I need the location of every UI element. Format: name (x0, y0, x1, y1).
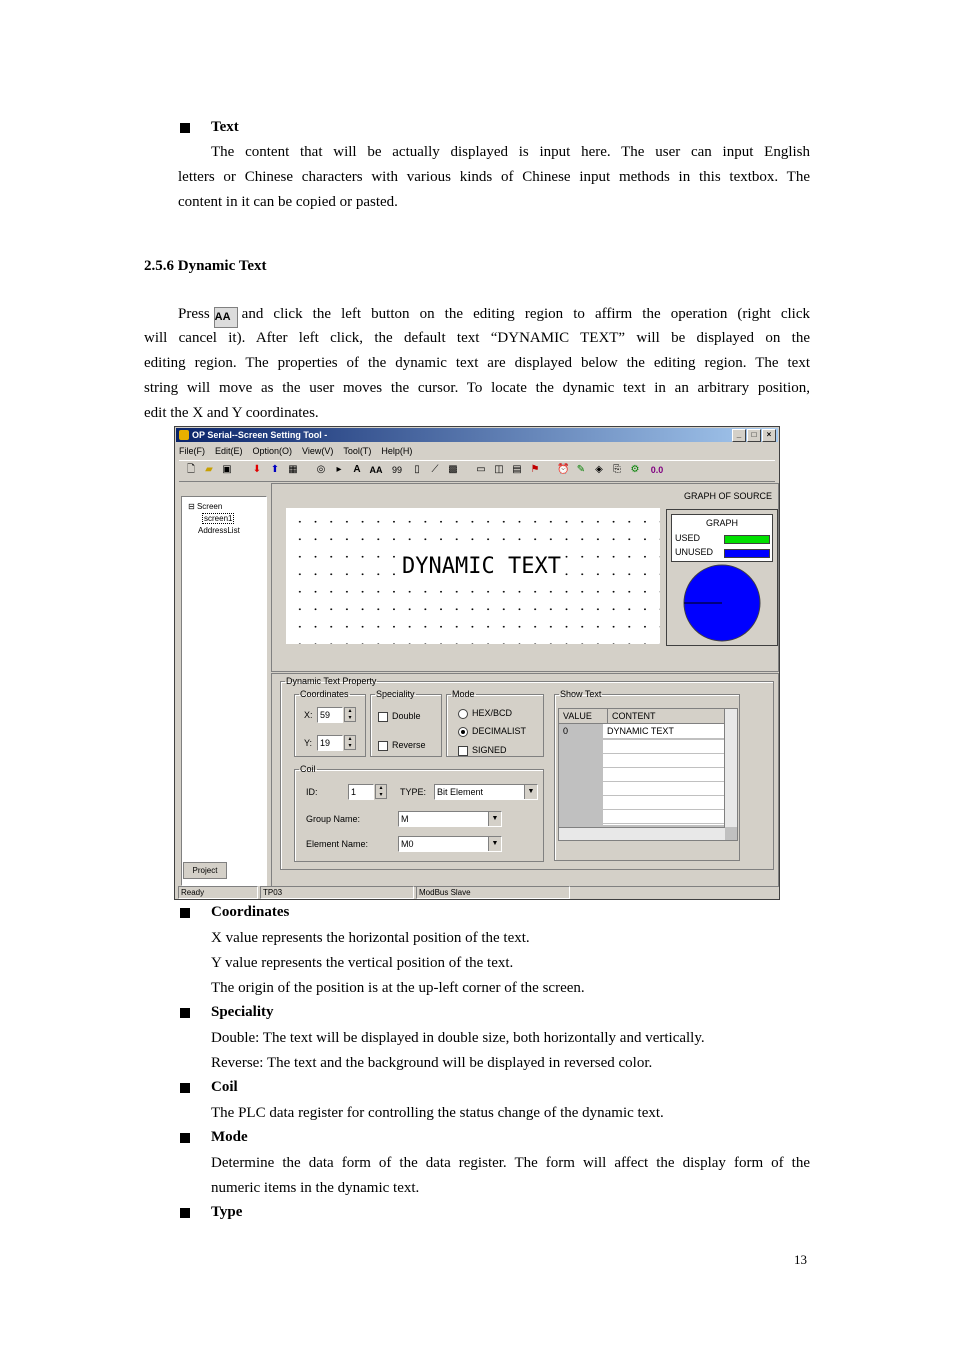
element-name-label: Element Name: (306, 839, 369, 849)
window-icon[interactable]: ◫ (494, 464, 504, 475)
coil-type-label: TYPE: (400, 787, 427, 797)
status-device: TP03 (260, 886, 414, 899)
close-button[interactable]: × (762, 429, 776, 442)
title-bar (176, 428, 778, 442)
menu-file[interactable]: File(F) (179, 446, 205, 456)
x-input[interactable]: 59 (317, 707, 343, 723)
status-protocol: ModBus Slave (416, 886, 570, 899)
rectangle-icon[interactable]: ▭ (476, 464, 486, 475)
intro-line4: string will move as the user moves the cursor. To locate the dynamic text in an arbitrary position, (144, 380, 810, 396)
download-arrow-icon[interactable]: ⬇ (252, 464, 262, 475)
graph-label: GRAPH (706, 518, 739, 528)
mode-line2: numeric items in the dynamic text. (211, 1180, 420, 1196)
copy-icon[interactable]: ⎘ (613, 464, 621, 475)
table-row[interactable] (559, 724, 725, 738)
hex-bcd-radio[interactable] (458, 709, 468, 719)
tree-item-addresslist[interactable] (188, 525, 240, 537)
compile-icon[interactable]: ◈ (595, 464, 603, 475)
coordinates-heading: Coordinates (211, 904, 290, 920)
coil-legend: Coil (300, 764, 316, 774)
tree-root-label: Screen (196, 502, 223, 511)
maximize-button[interactable]: □ (747, 429, 761, 442)
project-tab[interactable]: Project (183, 862, 227, 879)
save-icon[interactable]: ▣ (222, 464, 232, 475)
reverse-label: Reverse (392, 740, 426, 750)
grid-col-content[interactable]: CONTENT (607, 709, 656, 723)
graph-of-source-title: GRAPH OF SOURCE (683, 491, 772, 501)
speciality-legend: Speciality (376, 689, 415, 699)
gear-icon[interactable]: ⚙ (630, 464, 640, 475)
chevron-down-icon[interactable]: ▼ (488, 837, 501, 851)
open-folder-icon[interactable]: ▰ (205, 464, 213, 475)
dynamic-text-property-panel (271, 673, 779, 887)
bar-icon[interactable]: ▯ (414, 464, 420, 475)
zoom-value: 0.0 (650, 465, 664, 475)
y-label: Y: (304, 738, 313, 748)
mode-heading: Mode (211, 1129, 248, 1145)
grid-empty-rows (603, 739, 725, 825)
text-heading: Text (211, 119, 239, 135)
intro-press: Press (178, 306, 210, 322)
group-name-select[interactable] (398, 811, 502, 827)
app-window-screenshot (174, 426, 780, 900)
bullet-square-icon (180, 908, 190, 918)
chevron-down-icon[interactable]: ▼ (524, 785, 537, 799)
chevron-down-icon[interactable]: ▼ (488, 812, 501, 826)
coil-line1: The PLC data register for controlling the status change of the dynamic text. (211, 1105, 664, 1121)
grid-row-value: 0 (563, 726, 569, 736)
property-title: Dynamic Text Property (286, 676, 377, 686)
trend-chart-icon[interactable]: ⟋ (431, 464, 439, 475)
window-title: OP Serial--Screen Setting Tool - (192, 430, 328, 440)
decimalist-label: DECIMALIST (472, 726, 527, 736)
status-bar (176, 886, 776, 898)
intro-line5: edit the X and Y coordinates. (144, 405, 319, 421)
x-spin-button[interactable]: ▴ ▾ (344, 707, 356, 722)
intro-line3: editing region. The properties of the dynamic text are displayed below the editing region. The text (144, 355, 810, 371)
graph-legend (671, 514, 773, 562)
intro-line1 (178, 302, 810, 328)
y-spin-button[interactable]: ▴ ▾ (344, 735, 356, 750)
editing-region (271, 483, 779, 672)
intro-line2: will cancel it). After left click, the default text “DYNAMIC TEXT” will be displayed on the (144, 330, 810, 346)
play-frame-icon[interactable]: ▸ (336, 464, 342, 475)
minimize-button[interactable]: _ (732, 429, 746, 442)
coordinates-legend: Coordinates (300, 689, 349, 699)
collapse-icon[interactable]: ⊟ (188, 502, 195, 511)
bullet-square-icon (180, 123, 190, 133)
menu-tool[interactable]: Tool(T) (343, 446, 372, 456)
menu-bar (179, 444, 412, 458)
menu-option[interactable]: Option(O) (252, 446, 293, 456)
circle-target-icon[interactable]: ◎ (316, 464, 326, 475)
menu-help[interactable]: Help(H) (381, 446, 413, 456)
speciality-line2: Reverse: The text and the background will be displayed in reversed color. (211, 1055, 653, 1071)
app-icon (179, 430, 189, 440)
status-ready: Ready (178, 886, 258, 899)
grid-col-value[interactable]: VALUE (563, 711, 592, 721)
page-number: 13 (794, 1252, 807, 1267)
wrench-icon[interactable]: ✎ (576, 464, 586, 475)
element-name-value: M0 (401, 839, 414, 849)
reverse-checkbox[interactable] (378, 741, 388, 751)
dynamic-text-tool-icon: AA (214, 307, 238, 328)
used-color-swatch (724, 535, 770, 544)
section-heading: 2.5.6 Dynamic Text (144, 258, 267, 274)
graph-of-source-box (666, 509, 778, 646)
element-name-select[interactable] (398, 836, 502, 852)
tree-item-screen1-label: screen1 (204, 514, 233, 523)
decimalist-radio[interactable] (458, 727, 468, 737)
dynamic-text-icon[interactable]: AA (369, 465, 383, 475)
signed-checkbox[interactable] (458, 746, 468, 756)
grid-vertical-scrollbar[interactable] (724, 709, 737, 827)
coordinates-line1: X value represents the horizontal position of the text. (211, 930, 530, 946)
project-tree (188, 501, 240, 537)
coil-id-label: ID: (306, 787, 318, 797)
new-file-icon[interactable]: 🗋 (186, 464, 196, 475)
screen-icon[interactable]: ▤ (512, 464, 522, 475)
screen-canvas[interactable] (286, 508, 660, 644)
x-label: X: (304, 710, 313, 720)
double-checkbox[interactable] (378, 712, 388, 722)
grid-header (559, 709, 725, 724)
image-icon[interactable]: ▩ (448, 464, 458, 475)
text-para-line3: content in it can be copied or pasted. (178, 194, 398, 210)
mode-line1: Determine the data form of the data register. The form will affect the display form of the (211, 1155, 810, 1171)
tree-item-addresslist-label: AddressList (198, 526, 240, 535)
bullet-square-icon (180, 1008, 190, 1018)
type-heading: Type (211, 1204, 243, 1220)
used-label: USED (675, 533, 701, 543)
number-icon[interactable]: 99 (391, 465, 402, 475)
coil-type-select[interactable] (434, 784, 538, 800)
coil-id-spin-button[interactable]: ▴ ▾ (375, 784, 387, 799)
unused-label: UNUSED (675, 547, 714, 557)
coil-id-input[interactable]: 1 (348, 784, 374, 800)
y-input[interactable]: 19 (317, 735, 343, 751)
grid-row-content: DYNAMIC TEXT (603, 724, 725, 738)
intro-line1-rest: and click the left button on the editing region to affirm the operation (right click (241, 306, 810, 322)
dynamic-text-object[interactable]: DYNAMIC TEXT (398, 554, 565, 579)
coil-type-value: Bit Element (437, 787, 484, 797)
tree-root[interactable] (188, 501, 240, 513)
alarm-icon[interactable]: ⏰ (557, 464, 570, 475)
usage-pie-chart (667, 562, 777, 644)
upload-arrow-icon[interactable]: ⬆ (270, 464, 280, 475)
project-tree-panel (181, 496, 267, 886)
bullet-square-icon (180, 1133, 190, 1143)
tree-item-screen1[interactable] (188, 513, 240, 525)
signed-label: SIGNED (472, 745, 507, 755)
toolbar (179, 460, 775, 482)
flag-icon[interactable]: ⚑ (530, 464, 540, 475)
static-text-icon[interactable]: A (353, 464, 361, 475)
show-text-legend: Show Text (560, 689, 602, 699)
bullet-square-icon (180, 1208, 190, 1218)
text-para-line2: letters or Chinese characters with various kinds of Chinese input methods in this textbox. The (178, 169, 810, 185)
menu-edit[interactable]: Edit(E) (215, 446, 243, 456)
bullet-square-icon (180, 1083, 190, 1093)
unused-color-swatch (724, 549, 770, 558)
calendar-icon[interactable]: ▦ (288, 464, 298, 475)
coil-heading: Coil (211, 1079, 238, 1095)
text-para-line1: The content that will be actually displayed is input here. The user can input English (211, 144, 810, 160)
double-label: Double (392, 711, 421, 721)
mode-legend: Mode (452, 689, 475, 699)
hex-bcd-label: HEX/BCD (472, 708, 513, 718)
speciality-heading: Speciality (211, 1004, 274, 1020)
show-text-grid[interactable] (558, 708, 738, 841)
menu-view[interactable]: View(V) (302, 446, 334, 456)
speciality-line1: Double: The text will be displayed in double size, both horizontally and vertically. (211, 1030, 705, 1046)
grid-horizontal-scrollbar[interactable] (559, 827, 725, 840)
coordinates-line3: The origin of the position is at the up-left corner of the screen. (211, 980, 585, 996)
coordinates-line2: Y value represents the vertical position of the text. (211, 955, 514, 971)
group-name-value: M (401, 814, 409, 824)
group-name-label: Group Name: (306, 814, 361, 824)
